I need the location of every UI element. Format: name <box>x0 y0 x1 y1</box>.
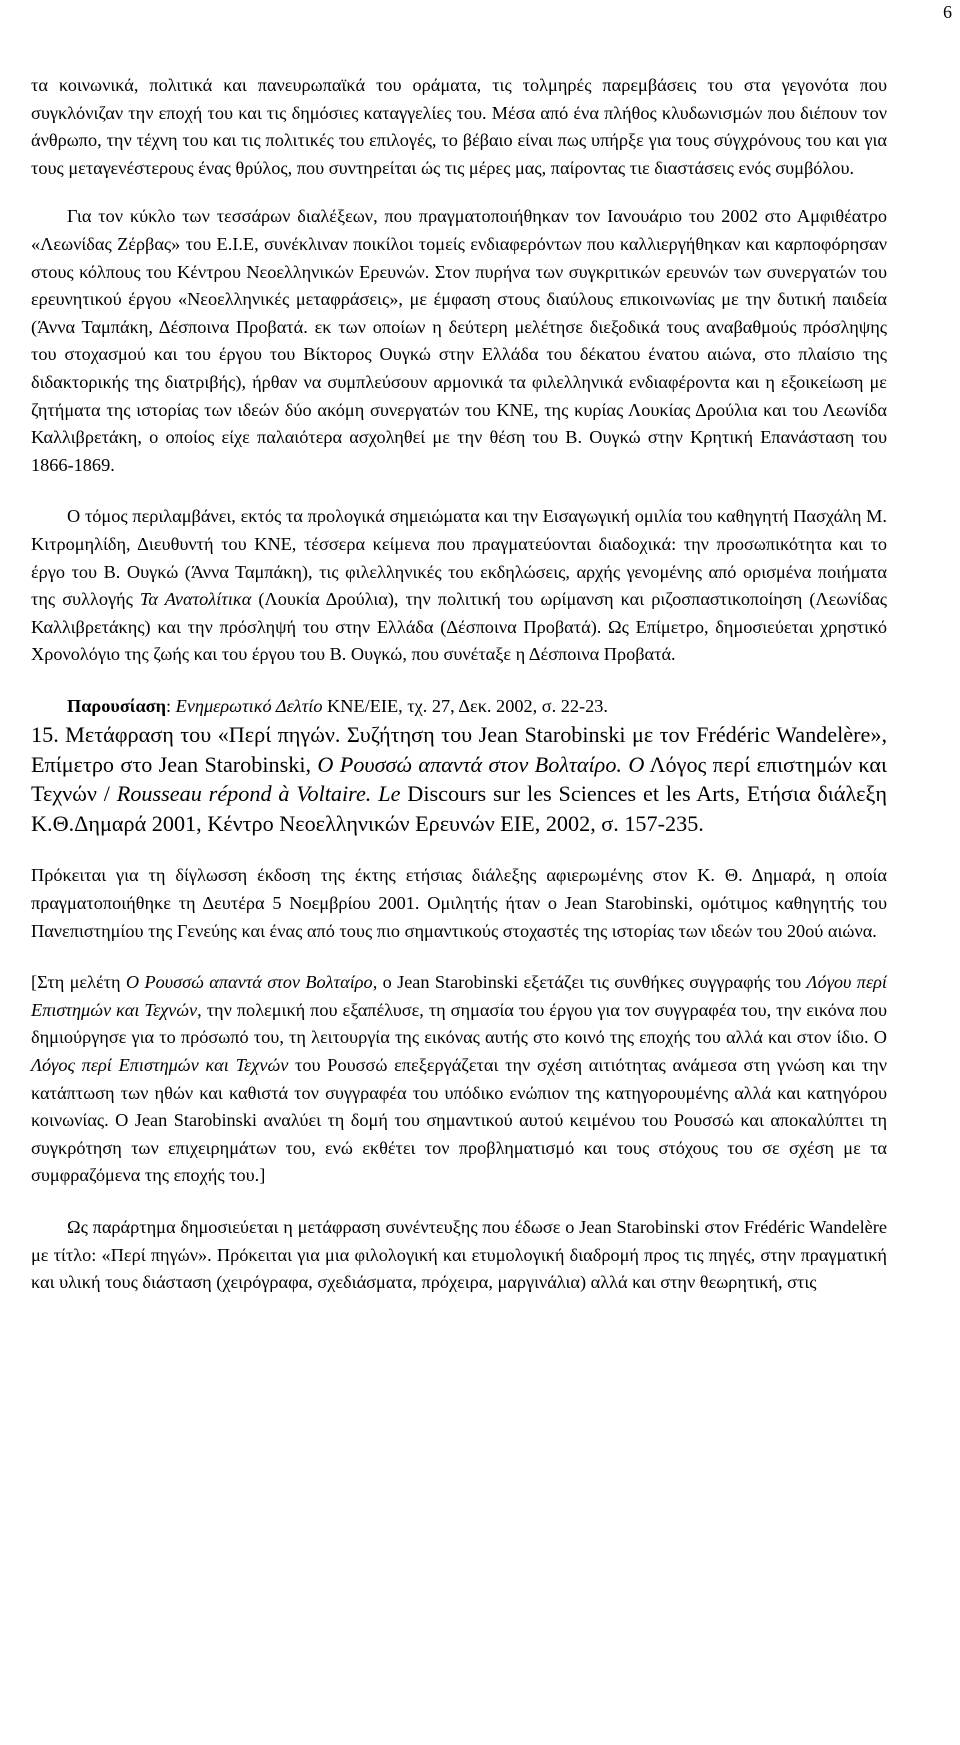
study-text-b: , ο Jean Starobinski εξετάζει τις συνθήκες συγγραφής του <box>372 972 807 993</box>
study-text-d: του Ρουσσώ επεξεργάζεται την σχέση αιτιότητας ανάμεσα στη γνώση και την κατάπτωση των ηθών και καθιστά τον συγγραφέα του υπόδικο ενώπιον της κατηγορουμένης αλλά και κατηγόρου κοινωνίας. Ο Jean Starobinski αναλύει τη δομή του σημαντικού αυτού κειμένου του Ρουσσώ και αποκαλύπτει τη συγκρότηση των επιχειρημάτων του, ενώ εκθέτει τον προβληματισμό και τους στόχους του σε σχέση με τα συμφραζόμενα της εποχής του.] <box>31 1055 887 1186</box>
presentation-colon: : <box>165 695 172 716</box>
volume-text-b: (Λουκία Δρούλια), την πολιτική του ωρίμανση και ριζοσπαστικοποίηση (Λεωνίδας Καλλιβρετάκης) και την πρόσληψή του στην Ελλάδα (Δέσποινα Προβατά). Ως Επίμετρο, δημοσιεύεται χρηστικό Χρονολόγιο της ζωής και του έργου του Β. Ουγκώ, που συνέταξε η Δέσποινα Προβατά. <box>31 589 887 665</box>
discourse-title-2: Λόγος περί Επιστημών και Τεχνών <box>31 1055 289 1076</box>
paragraph-visions-conclusion: τα κοινωνικά, πολιτικά και πανευρωπαϊκά του οράματα, τις τολμηρές παρεμβάσεις του στα γεγονότα που συγκλόνιζαν την εποχή του και τις δημόσιες καταγγελίες του. Μέσα από ένα πλήθος κλυδωνισμών που διέπουν τον άνθρωπο, την τέχνη του και τις πολιτικές του επιλογές, το βέβαιο είναι πως υπήρξε για τους σύγχρόνους του και για τους μεταγενέστερους ένας θρύλος, που συντηρείται ώς τις μέρες μας, παίροντας τιε διαστάσεις ενός συμβόλου. <box>31 75 887 178</box>
entry-number: 15. <box>31 722 59 748</box>
study-text-c: , την πολεμική που εξαπέλυσε, τη σημασία του έργου για τον συγγραφέα του, την εικόνα που δημιούργησε για το πρόσωπό του, τη λειτουργία της εικόνας αυτής στο κοινό της εποχής του αλλά και στον ίδιο. Ο <box>31 999 887 1048</box>
presentation-label: Παρουσίαση <box>67 695 166 716</box>
page-number: 6 <box>943 2 952 22</box>
entry-text-a: Μετάφραση του «Περί πηγών. Συζήτηση του Jean Starobinski με τον Frédéric Wandelère», Επίμετρο στο Jean Starobinski, <box>31 722 887 777</box>
bibliography-entry-15 <box>31 720 887 838</box>
study-text-a: [Στη μελέτη <box>31 972 126 993</box>
paragraph-lecture-cycle: Για τον κύκλο των τεσσάρων διαλέξεων, που πραγματοποιήθηκαν τον Ιανουάριο του 2002 στο Αμφιθέατρο «Λεωνίδας Ζέρβας» του Ε.Ι.Ε, συνέκλιναν ποικίλοι τομείς ενδιαφερόντων που καλλιεργήθηκαν και καρποφόρησαν στους κόλπους του Κέντρου Νεοελληνικών Ερευνών. Στον πυρήνα των συγκριτικών ερευνών των συνεργατών του ερευνητικού έργου «Νεοελληνικές μεταφράσεις», με έμφαση στους διαύλους επικοινωνίας με την δυτική παιδεία (Άννα Ταμπάκη, Δέσποινα Προβατά. εκ των οποίων η δεύτερη μελέτησε διεξοδικά τους αναβαθμούς πρόσληψης του στοχασμού και του έργου του Βίκτορος Ουγκώ στην Ελλάδα του δέκατου ένατου αιώνα, στο πλαίσιο της διδακτορικής της διατριβής), ήρθαν να συμπλεύσουν αρμονικά τα φιλελληνικά ενδιαφέροντα και η εξοικείωση με ζητήματα της ιστορίας των ιδεών δύο ακόμη συνεργατών του ΚΝΕ, της κυρίας Λουκίας Δρούλια και του Λεωνίδα Καλλιβρετάκη, ο οποίος είχε παλαιότερα ασχοληθεί με την θέση του Β. Ουγκώ στην Κρητική Επανάσταση του 1866-1869. <box>31 206 887 475</box>
entry-title-french: Rousseau répond à Voltaire. Le <box>116 781 401 807</box>
paragraph-volume-contents <box>31 503 887 669</box>
volume-text-a: Ο τόμος περιλαμβάνει, εκτός τα προλογικά σημειώματα και την Εισαγωγική ομιλία του καθηγητή Πασχάλη Μ. Κιτρομηλίδη, Διευθυντή του ΚΝΕ, τέσσερα κείμενα που πραγματεύονται διαδοχικά: την προσωπικότητα και το έργο του Β. Ουγκώ (Άννα Ταμπάκη), τις φιλελληνικές του εκδηλώσεις, αρχής γενομένης από ορισμένα ποιήματα της συλλογής <box>31 506 887 610</box>
collection-title: Τα Ανατολίτικα <box>139 589 252 610</box>
entry-text-c: Discours sur les Sciences et les Arts, Ετήσια διάλεξη Κ.Θ.Δημαρά 2001, Κέντρο Νεοελληνικών Ερευνών ΕΙΕ, 2002, σ. 157-235. <box>31 781 887 836</box>
discourse-title-1: Λόγου περί Επιστημών και Τεχνών <box>31 972 887 1020</box>
study-title: Ο Ρουσσώ απαντά στον Βολταίρο <box>125 972 373 993</box>
entry-title-greek: Ο Ρουσσώ απαντά στον Βολταίρο. Ο <box>317 751 645 777</box>
presentation-reference <box>31 693 887 721</box>
presentation-journal: Ενημερωτικό Δελτίο <box>175 695 323 716</box>
presentation-details: ΚΝΕ/ΕΙΕ, τχ. 27, Δεκ. 2002, σ. 22-23. <box>322 695 608 716</box>
paragraph-study-summary <box>31 969 887 1190</box>
paragraph-appendix: Ως παράρτημα δημοσιεύεται η μετάφραση συνέντευξης που έδωσε ο Jean Starobinski στον Frédéric Wandelère με τίτλο: «Περί πηγών». Πρόκειται για μια φιλολογική και ετυμολογική διαδρομή προς τις πηγές, στην πραγματική και υλική τους διάσταση (χειρόγραφα, σχεδιάσματα, πρόχειρα, μαργινάλια) αλλά και στην θεωρητική, στις <box>31 1217 887 1293</box>
paragraph-bilingual-edition: Πρόκειται για τη δίγλωσση έκδοση της έκτης ετήσιας διάλεξης αφιερωμένης στον Κ. Θ. Δημαρά, η οποία πραγματοποιήθηκε τη Δευτέρα 5 Νοεμβρίου 2001. Ομιλητής ήταν ο Jean Starobinski, ομότιμος καθηγητής του Πανεπιστημίου της Γενεύης και ένας από τους πιο σημαντικούς στοχαστές της ιστορίας των ιδεών του 20ού αιώνα. <box>31 865 887 941</box>
page-body <box>31 72 887 1297</box>
entry-text-b: Λόγος περί επιστημών και Τεχνών / <box>31 751 887 807</box>
